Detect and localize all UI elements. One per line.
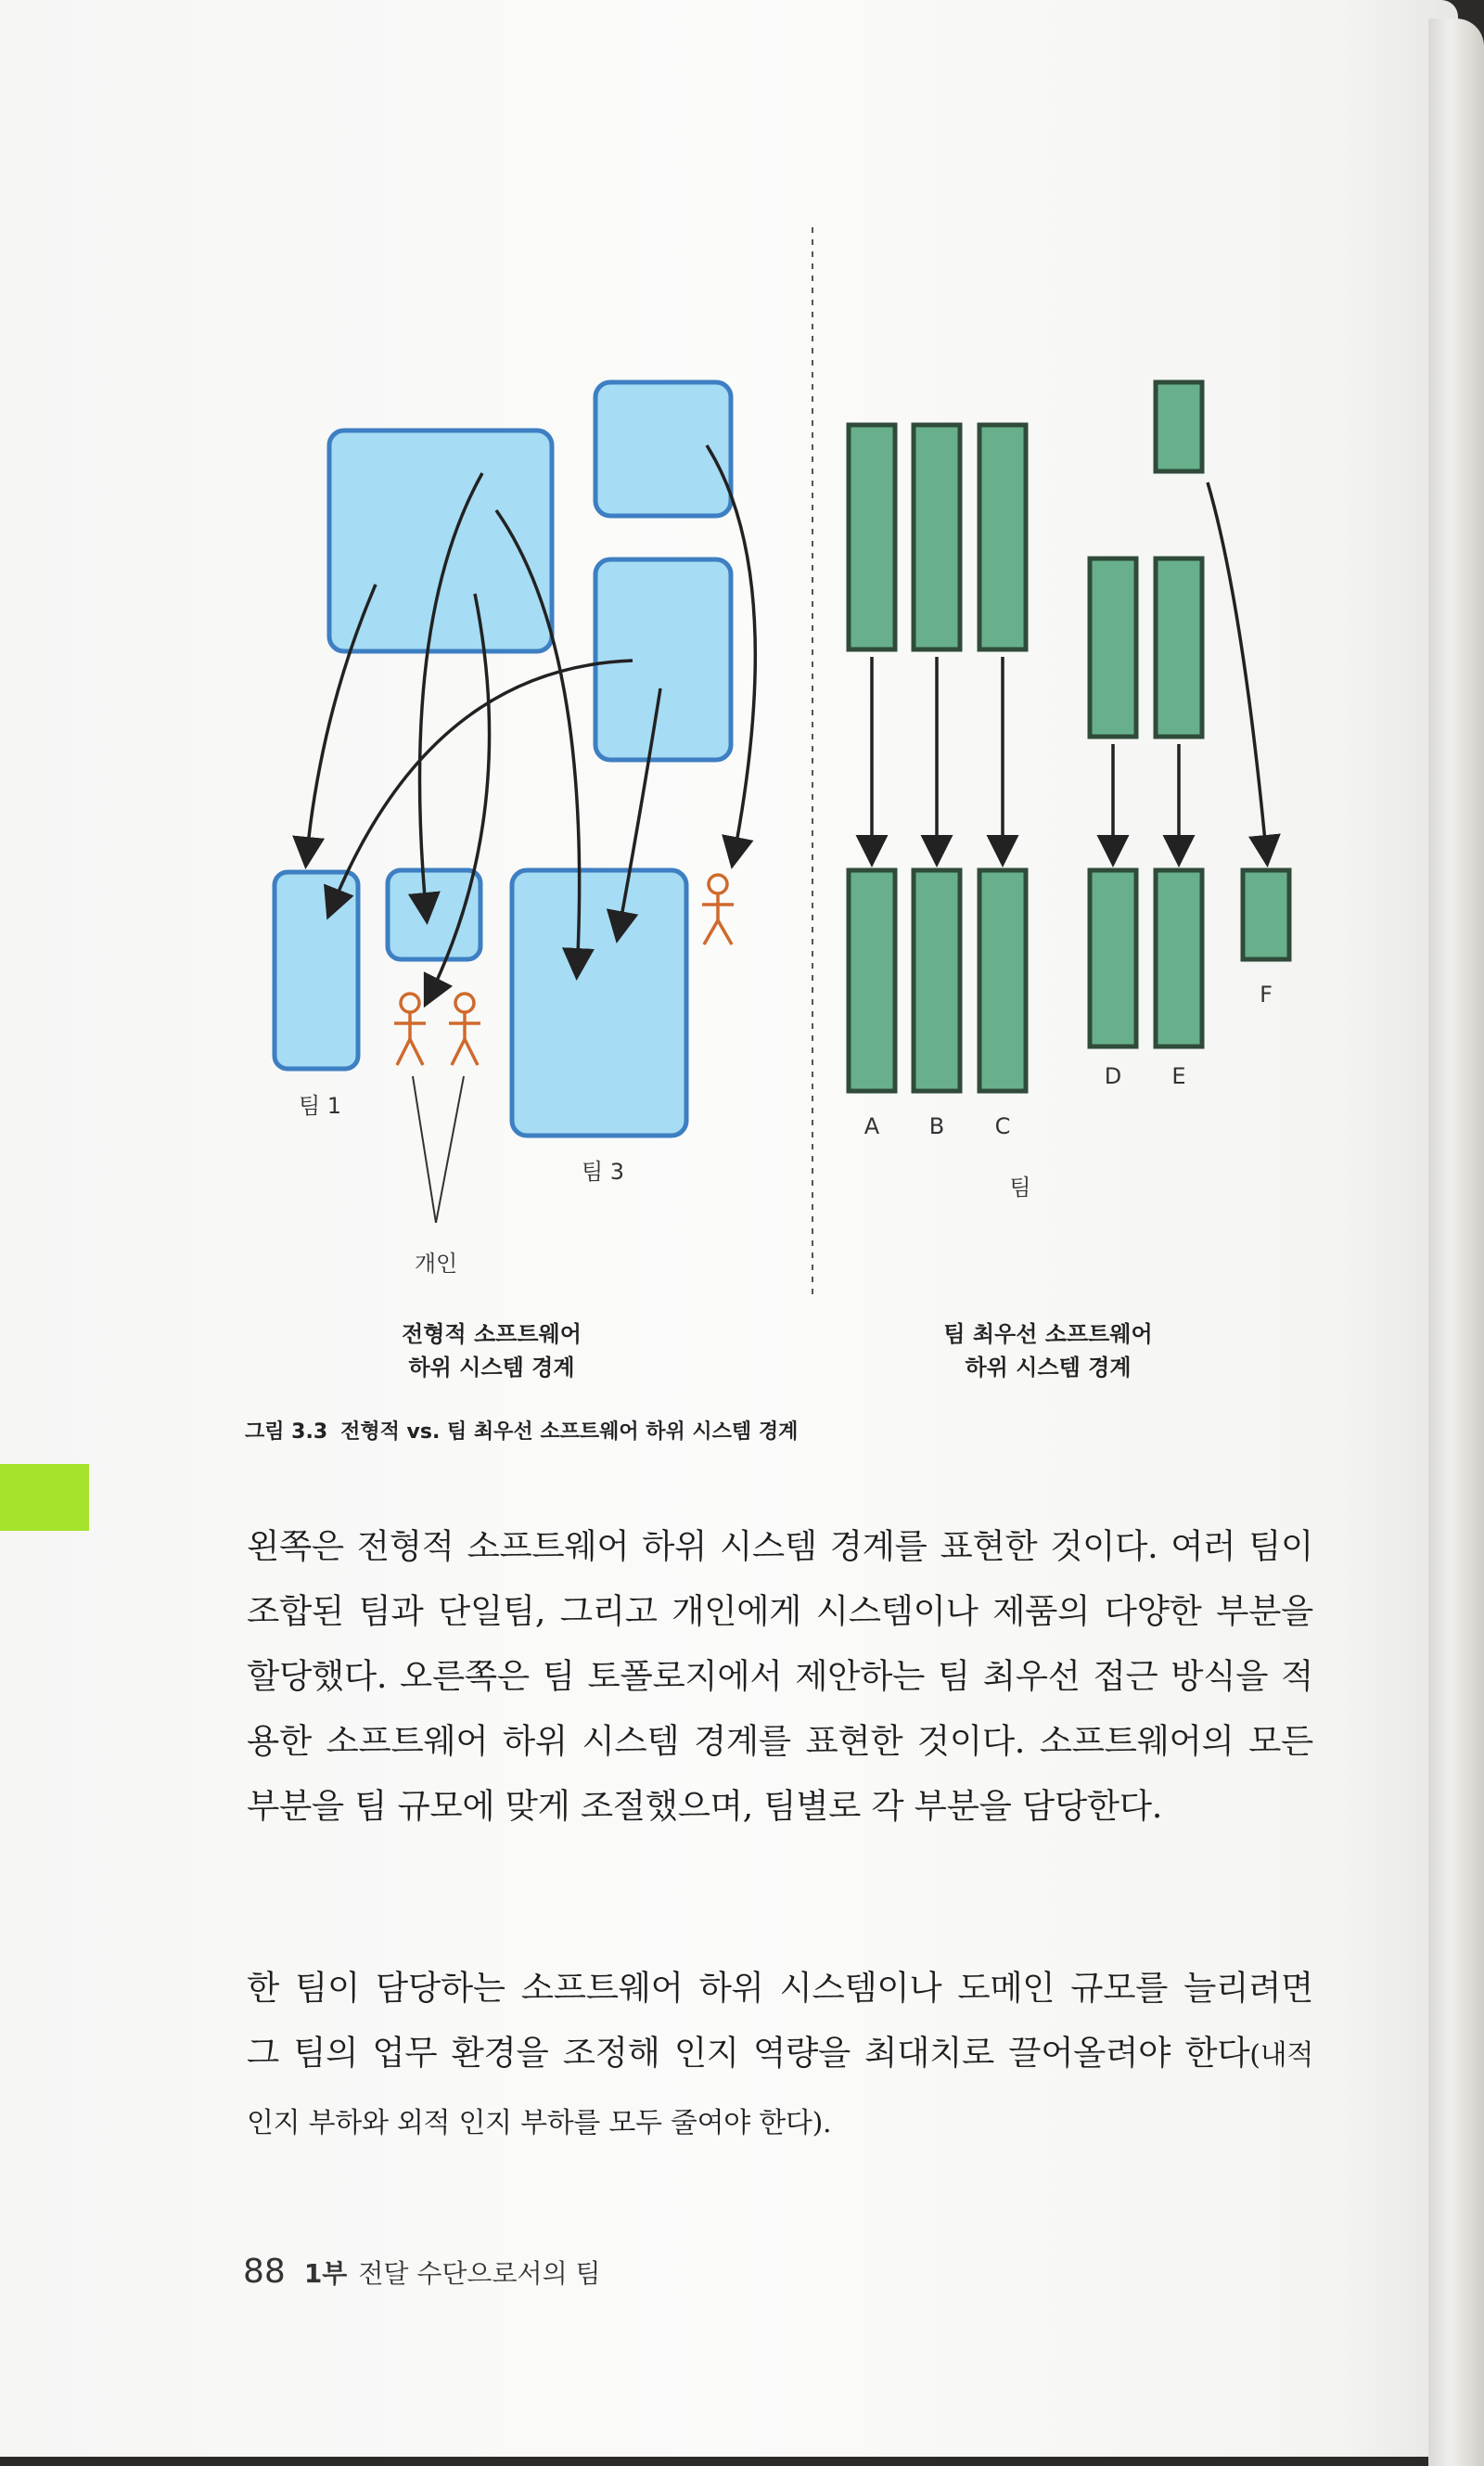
team1-label: 팀 1 bbox=[298, 1093, 342, 1119]
left-title-line1: 전형적 소프트웨어 bbox=[402, 1321, 582, 1347]
person-icon-2 bbox=[449, 994, 480, 1065]
team-f-bottom bbox=[1243, 870, 1289, 959]
team-e-top bbox=[1156, 559, 1202, 737]
team-label-a: A bbox=[864, 1113, 880, 1139]
team-label-e: E bbox=[1171, 1063, 1186, 1089]
person-icon-team3 bbox=[702, 875, 734, 944]
team-label-d: D bbox=[1104, 1063, 1122, 1089]
team-label-c: C bbox=[994, 1113, 1011, 1139]
individuals-label: 개인 bbox=[414, 1251, 458, 1277]
part-label: 1부 bbox=[303, 2258, 348, 2289]
team-group-label: 팀 bbox=[1009, 1175, 1031, 1201]
paragraph-1: 왼쪽은 전형적 소프트웨어 하위 시스템 경계를 표현한 것이다. 여러 팀이 조합된 팀과 단일팀, 그리고 개인에게 시스템이나 제품의 다양한 부분을 할당했다. 오른쪽은 팀 토폴로지에서 제안하는 팀 최우선 접근 방식을 적용한 소프트웨어 하위 시스템 경계를 표현한 것이다. 소프트웨어의 모든 부분을 팀 규모에 맞게 조절했으며, 팀별로 각 부분을 담당한다. bbox=[247, 1526, 1313, 1826]
person-icon-1 bbox=[394, 994, 426, 1065]
system-box-middle-right bbox=[595, 559, 731, 760]
team-f-top bbox=[1156, 382, 1202, 471]
right-title-line2: 하위 시스템 경계 bbox=[965, 1355, 1132, 1381]
caption-number: 그림 3.3 bbox=[245, 1420, 328, 1444]
paragraph-2-note: (내적 인지 부하와 외적 인지 부하를 모두 줄여야 한다). bbox=[247, 2039, 1313, 2139]
team-b-bottom bbox=[914, 870, 960, 1091]
team-c-top bbox=[979, 425, 1026, 649]
right-title-line1: 팀 최우선 소프트웨어 bbox=[943, 1321, 1153, 1347]
shared-small-box bbox=[388, 870, 480, 959]
team-a-top bbox=[849, 425, 895, 649]
team3-label: 팀 3 bbox=[581, 1159, 625, 1185]
page-footer bbox=[243, 2253, 601, 2291]
team-c-bottom bbox=[979, 870, 1026, 1091]
team-e-bottom bbox=[1156, 870, 1202, 1047]
chapter-title: 전달 수단으로서의 팀 bbox=[358, 2258, 601, 2289]
paragraph-2-main: 한 팀이 담당하는 소프트웨어 하위 시스템이나 도메인 규모를 늘리려면 그 팀의 업무 환경을 조정해 인지 역량을 최대치로 끌어올려야 한다 bbox=[247, 1968, 1313, 2073]
figure-caption bbox=[245, 1416, 798, 1445]
right-figure-title bbox=[890, 1317, 1206, 1384]
team-label-f: F bbox=[1260, 982, 1273, 1008]
team-b-top bbox=[914, 425, 960, 649]
left-title-line2: 하위 시스템 경계 bbox=[408, 1355, 575, 1381]
team-a-bottom bbox=[849, 870, 895, 1091]
paragraph-2 bbox=[247, 1956, 1313, 2156]
page-number: 88 bbox=[243, 2253, 286, 2291]
team-label-b: B bbox=[928, 1113, 945, 1139]
team3-box bbox=[512, 870, 686, 1136]
caption-text: 전형적 vs. 팀 최우선 소프트웨어 하위 시스템 경계 bbox=[340, 1420, 799, 1444]
team-d-top bbox=[1090, 559, 1136, 737]
team1-box bbox=[275, 872, 358, 1069]
team-d-bottom bbox=[1090, 870, 1136, 1047]
left-figure-title bbox=[334, 1317, 649, 1384]
